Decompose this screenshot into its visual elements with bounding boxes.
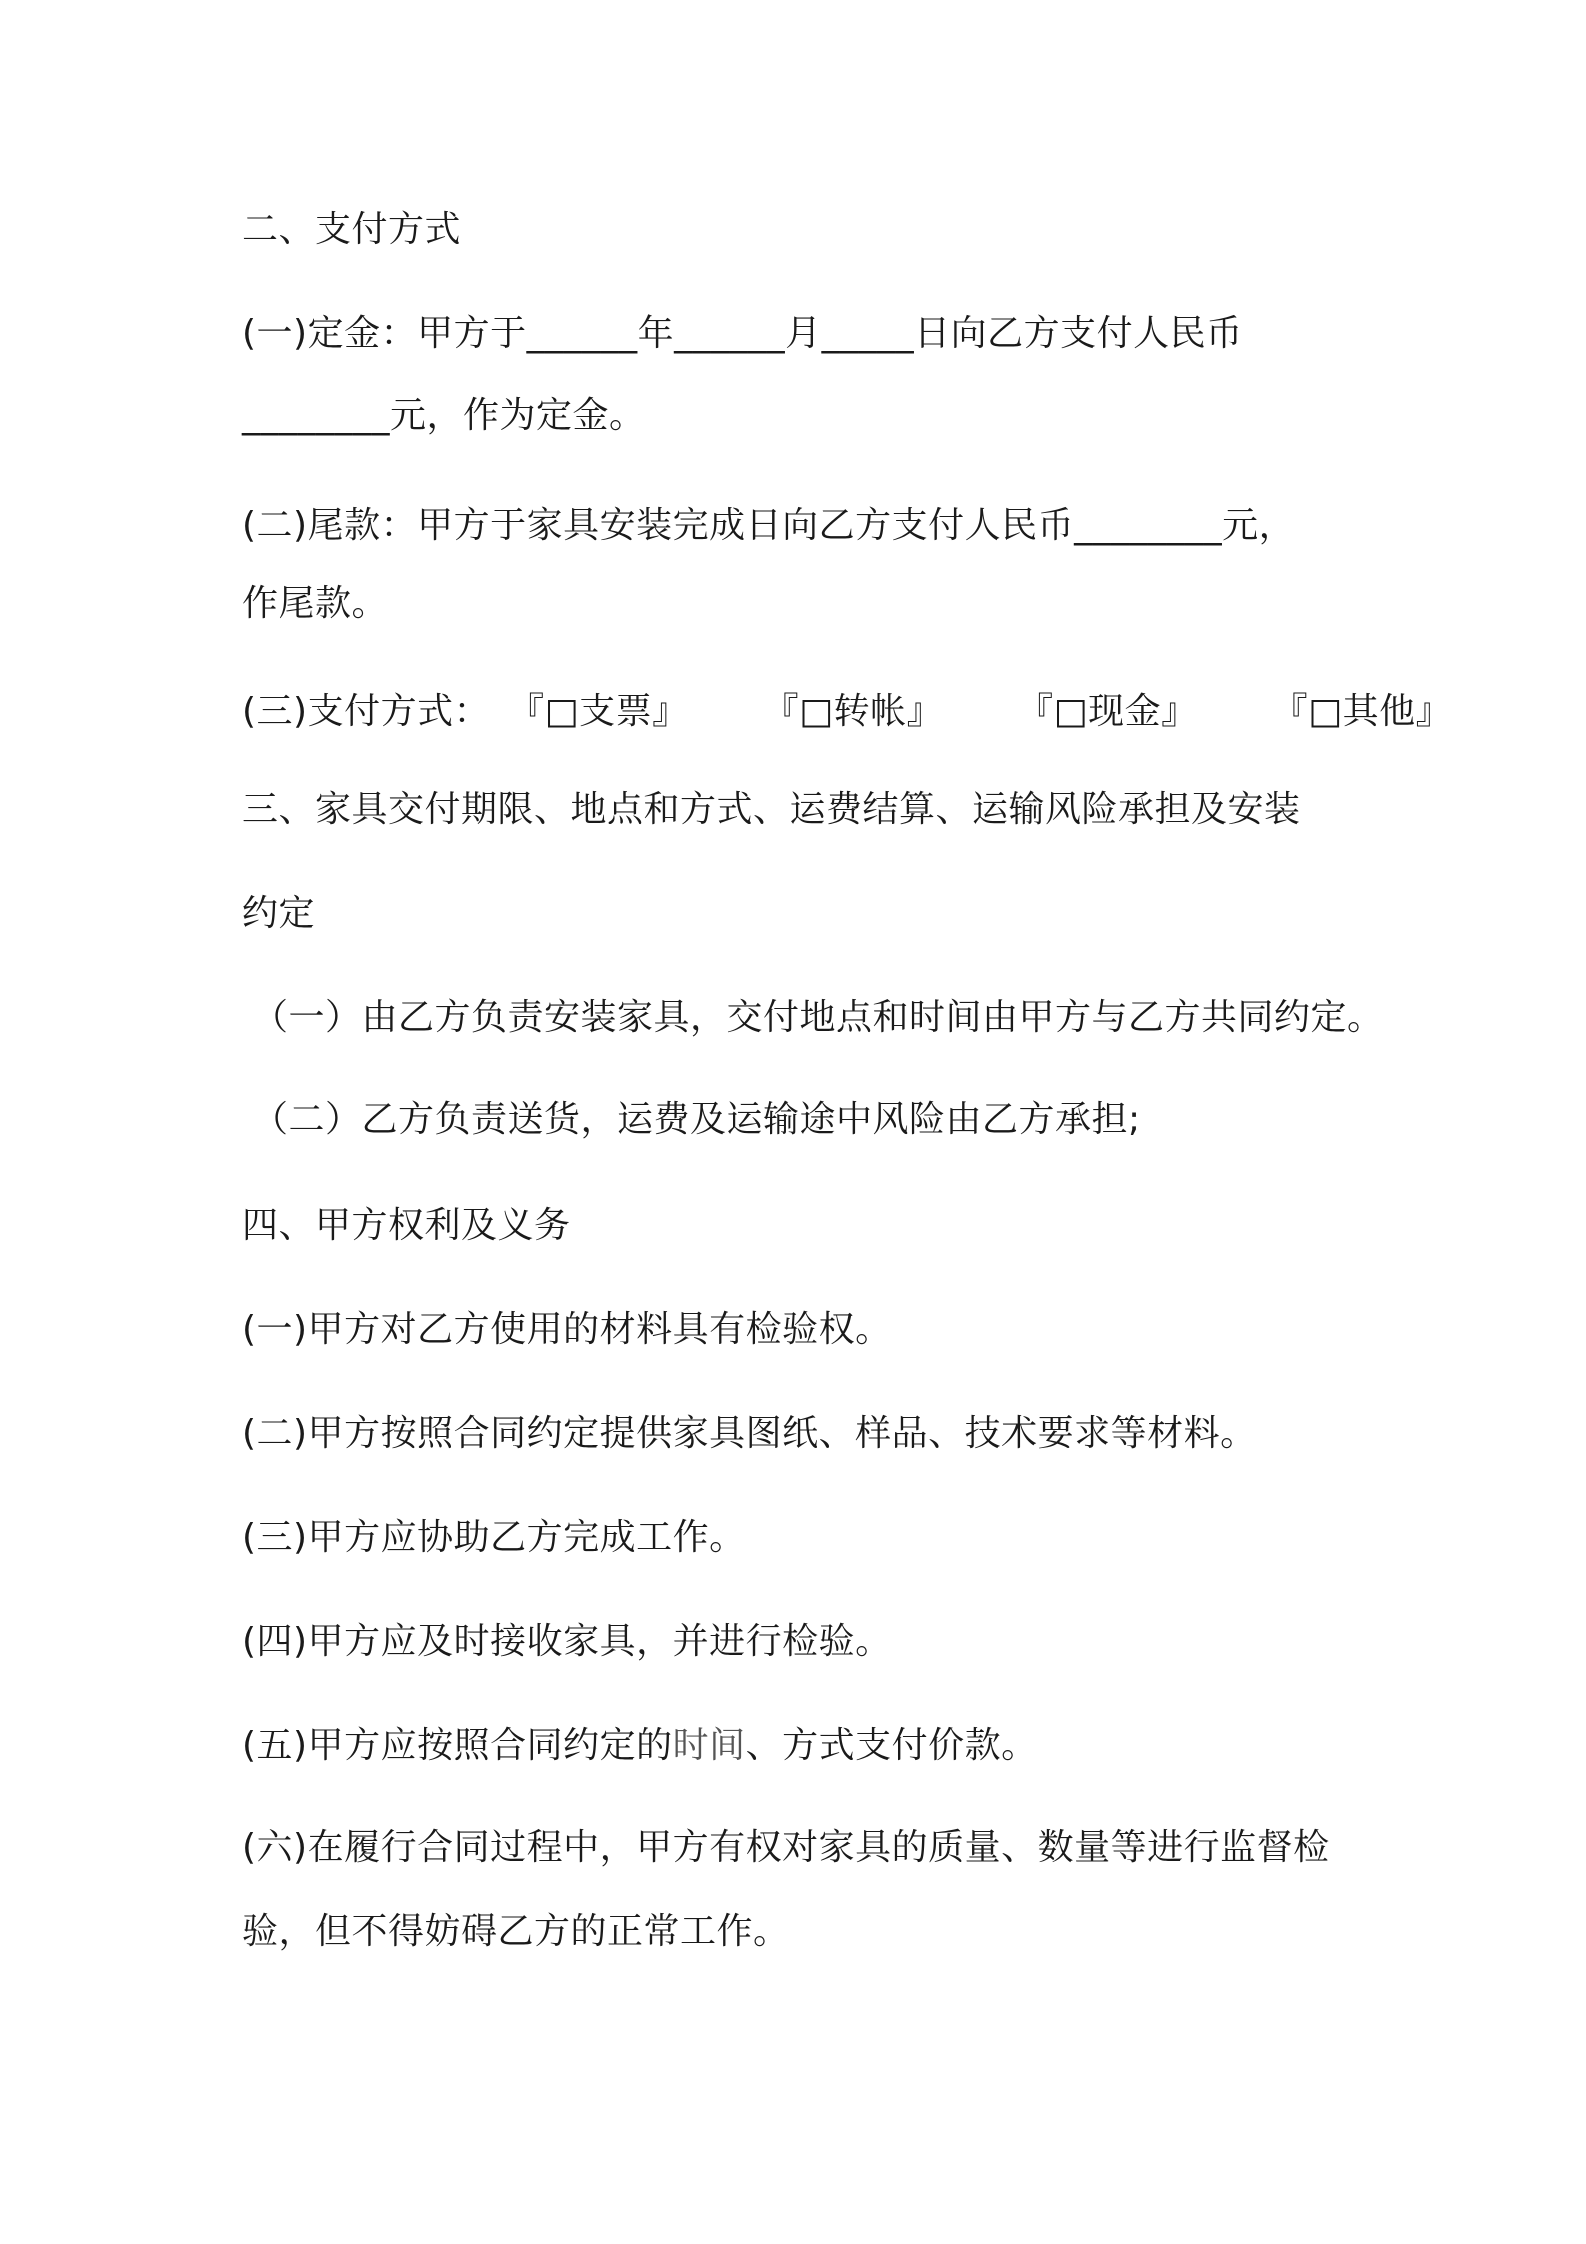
section-4-item-6-line-2: 验，但不得妨碍乙方的正常工作。 xyxy=(242,1911,790,1952)
item-5-text-before: (五)甲方应按照合同约定的 xyxy=(242,1725,673,1766)
option-transfer: 『□转帐』 xyxy=(762,691,944,732)
section-4-item-4: (四)甲方应及时接收家具，并进行检验。 xyxy=(242,1621,892,1662)
section-4-item-6-line-1: (六)在履行合同过程中，甲方有权对家具的质量、数量等进行监督检 xyxy=(242,1827,1330,1868)
deposit-line-2: ________元，作为定金。 xyxy=(242,395,646,436)
final-payment-line-2: 作尾款。 xyxy=(242,583,389,624)
section-4-item-2: (二)甲方按照合同约定提供家具图纸、样品、技术要求等材料。 xyxy=(242,1413,1257,1454)
payment-method-line xyxy=(242,690,1452,734)
deposit-line-1: (一)定金：甲方于______年______月_____日向乙方支付人民币 xyxy=(242,313,1243,354)
section-3-item-2: （二）乙方负责送货，运费及运输途中风险由乙方承担; xyxy=(252,1099,1141,1140)
payment-method-label: (三)支付方式： xyxy=(242,691,491,732)
section-2-heading: 二、支付方式 xyxy=(242,209,462,250)
section-3-item-1: （一）由乙方负责安装家具，交付地点和时间由甲方与乙方共同约定。 xyxy=(252,997,1384,1038)
section-3-heading-line-2: 约定 xyxy=(242,893,316,934)
section-4-heading: 四、甲方权利及义务 xyxy=(242,1205,571,1246)
option-cheque: 『□支票』 xyxy=(508,691,689,732)
item-5-text-highlight: 时间 xyxy=(672,1725,746,1766)
option-cash: 『□现金』 xyxy=(1017,691,1198,732)
section-4-item-1: (一)甲方对乙方使用的材料具有检验权。 xyxy=(242,1309,892,1350)
final-payment-line-1: (二)尾款：甲方于家具安装完成日向乙方支付人民币________元， xyxy=(242,505,1296,546)
option-other: 『□其他』 xyxy=(1271,691,1453,732)
item-5-text-after: 、方式支付价款。 xyxy=(745,1725,1038,1766)
section-4-item-5 xyxy=(242,1724,1038,1768)
section-4-item-3: (三)甲方应协助乙方完成工作。 xyxy=(242,1517,746,1558)
section-3-heading-line-1: 三、家具交付期限、地点和方式、运费结算、运输风险承担及安装 xyxy=(242,789,1301,830)
